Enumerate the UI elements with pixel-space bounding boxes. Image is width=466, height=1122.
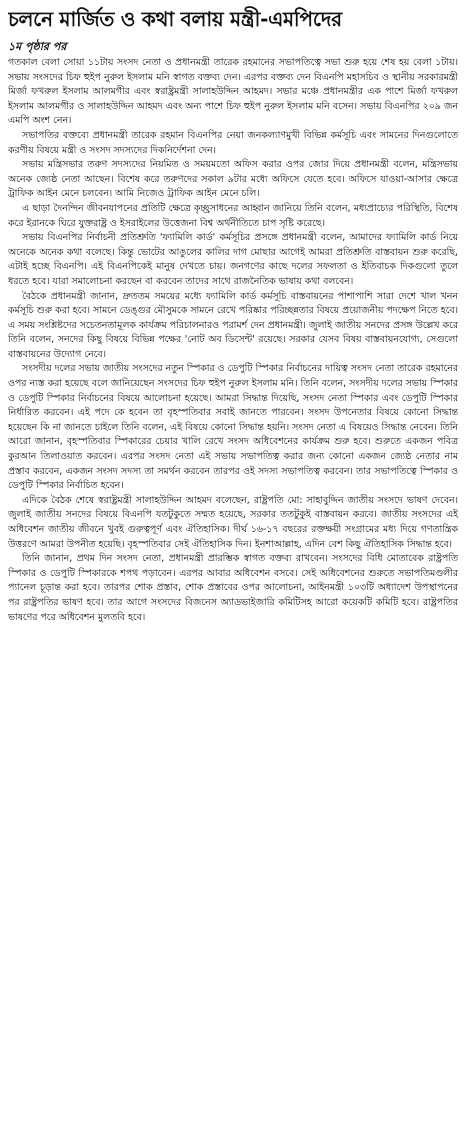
paragraph: সভাপতির বক্তব্যে প্রধানমন্ত্রী তারেক রহমান বিএনপির নেয়া জনকল্যাণমুখী বিভিন্ন কর্মসূচি এবং সামনের দিনগুলোতে করণীয় বিষয়ে মন্ত্রী ও সংসদ সদস্যদের দিকনির্দেশনা দেন। [8, 129, 458, 156]
paragraph: সভায় বিএনপির নির্বাচনী প্রতিশ্রুতি 'ফ্যামিলি কার্ড' কর্মসূচির প্রসঙ্গে প্রধানমন্ত্রী বলেন, আমাদের ফ্যামিলি কার্ড নিয়ে অনেকে অনেক কথা বলেছে। কিন্তু ভোটের আঙুলের কালির দাগ মোছার আগেই আমরা প্রতিশ্রুতি বাস্তবায়ন শুরু করেছি, এটাই হচ্ছে বিএনপি। এই বিএনপিকেই মানুষ দেখতে চায়। জনগণের কাছে দলের সফলতা ও ইতিবাচক দিকগুলো তুলে ধরতে হবে। যারা সমালোচনা করছেন বা করবেন তাদের সাথে রাজনৈতিক ভাষায় কথা বলবেন। [8, 232, 458, 287]
paragraph: এ ছাড়া দৈনন্দিন জীবনযাপনের প্রতিটি ক্ষেত্রে কৃচ্ছ্রসাধনের আহ্বান জানিয়ে তিনি বলেন, মধ্যপ্রাচ্যের পরিস্থিতি, বিশেষ করে ইরানকে ঘিরে যুক্তরাষ্ট্র ও ইসরাইলের উত্তেজনা বিশ্ব অর্থনীতিতে চাপ সৃষ্টি করেছে। [8, 202, 458, 229]
article-body [8, 56, 458, 625]
paragraph: গতকাল বেলা সোয়া ১১টায় সংসদ নেতা ও প্রধানমন্ত্রী তারেক রহমানের সভাপতিত্বে সভা শুরু হয়ে শেষ হয় বেলা ১টায়। সভায় সংসদের চিফ হুইপ নুরুল ইসলাম মনি স্বাগত বক্তব্য দেন। এরপর বক্তব্য দেন বিএনপি মহাসচিব ও স্থানীয় সরকারমন্ত্রী মির্জা ফখরুল ইসলাম আলমগীর এবং স্বরাষ্ট্রমন্ত্রী সালাহউদ্দিন আহমদ। সভার মঞ্চে প্রধানমন্ত্রীর এক পাশে মির্জা ফখরুল ইসলাম আলমগীর ও সালাহউদ্দিন আহমদ এবং অন্য পাশে চিফ হুইপ নুরুল ইসলাম মনি বসেন। সভায় বিএনপির ২০৯ জন এমপি অংশ নেন। [8, 57, 458, 127]
paragraph: তিনি জানান, প্রথম দিন সংসদ নেতা, প্রধানমন্ত্রী প্রারম্ভিক স্বাগত বক্তব্য রাখবেন। সংসদের বিধি মোতাবেক রাষ্ট্রপতি স্পিকার ও ডেপুটি স্পিকারকে শপথ পড়াবেন। এরপর আবার অধিবেশন বসবে। সেই অধিবেশনের শুরুতে সভাপতিমণ্ডলীর প্যানেল চূড়ান্ত করা হবে। তারপর শোক প্রস্তাব, শোক প্রস্তাবের ওপর আলোচনা, আইনমন্ত্রী ১০৩টি অধ্যাদেশ উপস্থাপনের পর রাষ্ট্রপতির ভাষণ হবে। তার আগে সংসদের বিজনেস অ্যাডভাইজারি কমিটিসহ আরো কয়েকটি কমিটি হবে। রাষ্ট্রপতির ভাষণের পরে অধিবেশন মুলতবি হবে। [8, 553, 458, 623]
paragraph: সভায় মন্ত্রিসভার তরুণ সদস্যদের নিয়মিত ও সময়মতো অফিস করার ওপর জোর দিয়ে প্রধানমন্ত্রী বলেন, মন্ত্রিসভায় অনেক জ্যেষ্ঠ নেতা আছেন। বিশেষ করে তরুণদের সকাল ৯টার মধ্যে অফিসে যেতে হবে। অফিসে যাওয়া-আসার ক্ষেত্রে ট্রাফিক আইন মেনে চলবেন। আমি নিজেও ট্রাফিক আইন মেনে চলি। [8, 159, 458, 200]
headline: চলনে মার্জিত ও কথা বলায় মন্ত্রী-এমপিদের [8, 7, 342, 31]
continuation-label: ১ম পৃষ্ঠার পর [8, 40, 67, 53]
paragraph: বৈঠকে প্রধানমন্ত্রী জানান, দ্রুততম সময়ের মধ্যে ফ্যামিলি কার্ড কর্মসূচি বাস্তবায়নের পাশাপাশি সারা দেশে খাল খনন কর্মসূচি শুরু করা হবে। সামনে ডেঙ্গুর মৌসুমকে সামনে রেখে পরিষ্কার পরিচ্ছন্নতার বিষয়ে প্রয়োজনীয় পদক্ষেপ নিতে হবে। এ সময় সংশ্লিষ্টদের সচেতনতামূলক কার্যক্রম পরিচালনারও পরামর্শ দেন প্রধানমন্ত্রী। জুলাই জাতীয় সনদের প্রসঙ্গ উল্লেখ করে তিনি বলেন, সনদের কিছু বিষয়ে বিভিন্ন পক্ষের 'নোট অব ডিসেন্ট' রয়েছে। সরকার যেসব বিষয় বাস্তবায়নযোগ্য, সেগুলো বাস্তবায়নের উদ্যোগ নেবে। [8, 290, 458, 360]
paragraph: সংসদীয় দলের সভায় জাতীয় সংসদের নতুন স্পিকার ও ডেপুটি স্পিকার নির্বাচনের দায়িত্ব সংসদ নেতা তারেক রহমানের ওপর ন্যস্ত করা হয়েছে বলে জানিয়েছেন সংসদের চিফ হুইপ নুরুল ইসলাম মনি। তিনি বলেন, সংসদীয় দলের সভায় স্পিকার ও ডেপুটি স্পিকার নির্বাচনের বিষয়ে আলোচনা হয়েছে। আমরা সিদ্ধান্ত দিয়েছি, সংসদ নেতা স্পিকার এবং ডেপুটি স্পিকার নির্ধারিত করবেন। এই পদে কে হবেন তা বৃহস্পতিবার সবাই জানতে পারবেন। সংসদ উপনেতার বিষয়ে কোনো সিদ্ধান্ত হয়েছেন কি না জানতে চাইলে তিনি বলেন, এই বিষয়ে কোনো সিদ্ধান্ত হয়নি। সংসদ নেতা এ বিষয়েও সিদ্ধান্ত নেবেন। তিনি আরো জানান, বৃহস্পতিবার স্পিকারের চেয়ার খালি রেখে সংসদ অধিবেশনের কার্যক্রম শুরু হবে। শুরুতে একজন পবিত্র কুরআন তিলাওয়াত করবেন। এরপর সংসদ নেতা এই সভায় সভাপতিত্ব করার জন্য কোনো একজন জ্যেষ্ঠ নেতার নাম প্রস্তাব করবেন, একজন সংসদ সদস্য তা সমর্থন করবেন তারপর ওই সদস্য সভাপতিত্ব করবেন। তার সভাপতিত্বে স্পিকার ও ডেপুটি স্পিকার নির্বাচিত হবেন। [8, 363, 458, 492]
paragraph: এদিকে বৈঠক শেষে স্বরাষ্ট্রমন্ত্রী সালাহউদ্দিন আহমদ বলেছেন, রাষ্ট্রপতি মো: সাহাবুদ্দিন জাতীয় সংসদে ভাষণ দেবেন। জুলাই জাতীয় সনদের বিষয়ে বিএনপি যতটুকুতে সম্মত হয়েছে, সরকার ততটুকুই বাস্তবায়ন করবে। জাতীয় সংসদের এই অধিবেশন জাতীয় জীবনে খুবই গুরুত্বপূর্ণ এবং ঐতিহাসিক। দীর্ঘ ১৬-১৭ বছরের রক্তক্ষয়ী সংগ্রামের মধ্য দিয়ে গণতান্ত্রিক উত্তরণে আমরা উপনীত হয়েছি। বৃহস্পতিবার সেই ঐতিহাসিক দিন। ইনশাআল্লাহ, এদিন বেশ কিছু ঐতিহাসিক সিদ্ধান্ত হবে। [8, 494, 458, 550]
